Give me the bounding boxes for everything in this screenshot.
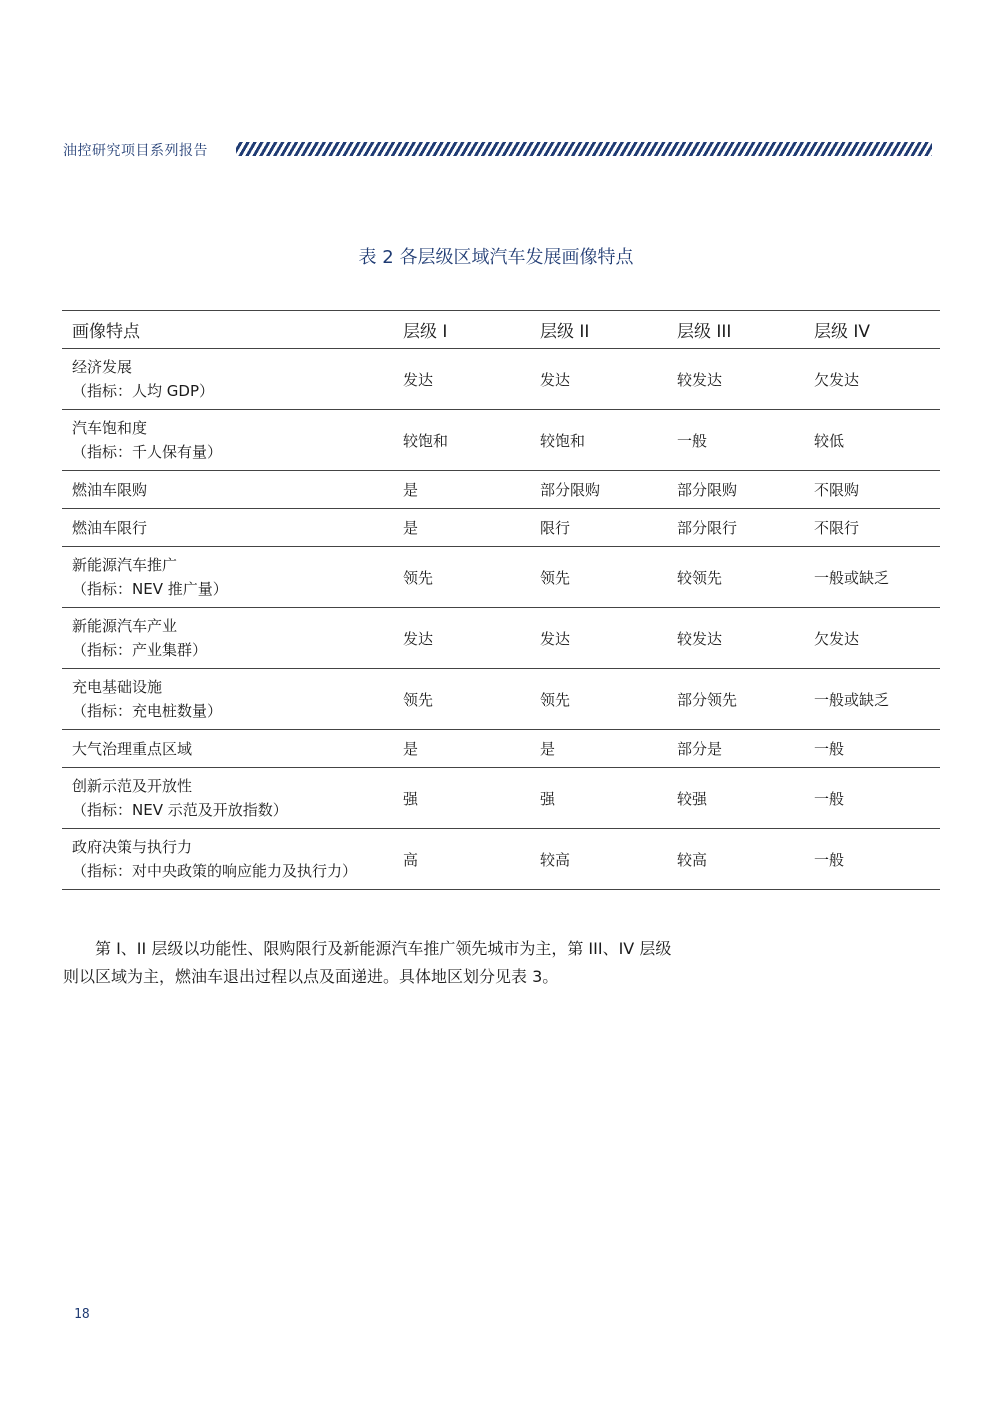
feature-label: 大气治理重点区域 bbox=[72, 740, 193, 758]
feature-cell bbox=[62, 509, 393, 547]
column-header: 层级 II bbox=[530, 311, 667, 349]
feature-label: 政府决策与执行力 bbox=[72, 838, 193, 856]
table-cell: 部分限购 bbox=[530, 471, 667, 509]
table-cell: 领先 bbox=[393, 547, 530, 608]
table-cell: 一般 bbox=[804, 829, 940, 890]
feature-label: 经济发展 bbox=[72, 358, 133, 376]
feature-indicator: （指标：充电桩数量） bbox=[72, 702, 223, 720]
table-cell: 较低 bbox=[804, 410, 940, 471]
table-cell: 一般或缺乏 bbox=[804, 669, 940, 730]
table-cell: 较发达 bbox=[667, 608, 804, 669]
table-row bbox=[62, 547, 940, 608]
table-cell: 发达 bbox=[393, 608, 530, 669]
feature-indicator: （指标：NEV 推广量） bbox=[72, 580, 228, 598]
feature-cell bbox=[62, 410, 393, 471]
table-cell: 较领先 bbox=[667, 547, 804, 608]
table-cell: 是 bbox=[393, 730, 530, 768]
feature-label: 创新示范及开放性 bbox=[72, 777, 193, 795]
table-cell: 强 bbox=[530, 768, 667, 829]
feature-cell bbox=[62, 349, 393, 410]
body-line bbox=[63, 935, 743, 963]
table-row bbox=[62, 471, 940, 509]
feature-cell bbox=[62, 669, 393, 730]
table-cell: 较高 bbox=[530, 829, 667, 890]
table-cell: 部分限购 bbox=[667, 471, 804, 509]
column-header: 画像特点 bbox=[62, 311, 393, 349]
table-row bbox=[62, 509, 940, 547]
feature-cell bbox=[62, 471, 393, 509]
table-cell: 一般或缺乏 bbox=[804, 547, 940, 608]
table-row bbox=[62, 768, 940, 829]
table-row bbox=[62, 669, 940, 730]
body-line bbox=[63, 963, 743, 991]
table-cell: 发达 bbox=[393, 349, 530, 410]
table-cell: 较饱和 bbox=[530, 410, 667, 471]
column-header: 层级 III bbox=[667, 311, 804, 349]
table-cell: 发达 bbox=[530, 608, 667, 669]
body-text-line-2: 则以区域为主，燃油车退出过程以点及面递进。具体地区划分见表 3。 bbox=[63, 967, 559, 986]
table-cell: 一般 bbox=[804, 768, 940, 829]
table-row bbox=[62, 730, 940, 768]
feature-label: 汽车饱和度 bbox=[72, 419, 148, 437]
table-caption: 表 2 各层级区域汽车发展画像特点 bbox=[358, 247, 634, 268]
table-cell: 不限购 bbox=[804, 471, 940, 509]
table-cell: 是 bbox=[393, 509, 530, 547]
feature-label: 燃油车限行 bbox=[72, 519, 148, 537]
feature-indicator: （指标：NEV 示范及开放指数） bbox=[72, 801, 288, 819]
table-cell: 不限行 bbox=[804, 509, 940, 547]
table-cell: 较发达 bbox=[667, 349, 804, 410]
feature-label: 燃油车限购 bbox=[72, 481, 148, 499]
table-cell: 高 bbox=[393, 829, 530, 890]
tier-feature-table bbox=[62, 310, 940, 890]
table-row bbox=[62, 608, 940, 669]
table-cell: 领先 bbox=[530, 669, 667, 730]
table-cell: 欠发达 bbox=[804, 608, 940, 669]
column-header: 层级 IV bbox=[804, 311, 940, 349]
feature-indicator: （指标：对中央政策的响应能力及执行力） bbox=[72, 862, 358, 880]
table-cell: 一般 bbox=[804, 730, 940, 768]
feature-indicator: （指标：千人保有量） bbox=[72, 443, 223, 461]
header-stripe-decoration bbox=[236, 142, 932, 156]
table-header-row bbox=[62, 311, 940, 349]
table-cell: 较饱和 bbox=[393, 410, 530, 471]
page-number: 18 bbox=[74, 1307, 90, 1322]
feature-indicator: （指标：人均 GDP） bbox=[72, 382, 214, 400]
table-cell: 部分领先 bbox=[667, 669, 804, 730]
feature-cell bbox=[62, 829, 393, 890]
feature-cell bbox=[62, 547, 393, 608]
table-cell: 领先 bbox=[393, 669, 530, 730]
table-cell: 强 bbox=[393, 768, 530, 829]
table-cell: 一般 bbox=[667, 410, 804, 471]
feature-cell bbox=[62, 768, 393, 829]
feature-cell bbox=[62, 608, 393, 669]
report-series-title: 油控研究项目系列报告 bbox=[63, 143, 208, 159]
table-cell: 发达 bbox=[530, 349, 667, 410]
feature-label: 新能源汽车产业 bbox=[72, 617, 178, 635]
table-cell: 部分限行 bbox=[667, 509, 804, 547]
table-cell: 欠发达 bbox=[804, 349, 940, 410]
feature-indicator: （指标：产业集群） bbox=[72, 641, 208, 659]
table-cell: 较高 bbox=[667, 829, 804, 890]
table-row bbox=[62, 410, 940, 471]
feature-label: 充电基础设施 bbox=[72, 678, 163, 696]
feature-cell bbox=[62, 730, 393, 768]
feature-label: 新能源汽车推广 bbox=[72, 556, 178, 574]
table-cell: 是 bbox=[530, 730, 667, 768]
table-row bbox=[62, 349, 940, 410]
column-header: 层级 I bbox=[393, 311, 530, 349]
table-cell: 部分是 bbox=[667, 730, 804, 768]
table-cell: 较强 bbox=[667, 768, 804, 829]
table-cell: 是 bbox=[393, 471, 530, 509]
table-row bbox=[62, 829, 940, 890]
body-paragraph bbox=[63, 935, 743, 991]
table-cell: 限行 bbox=[530, 509, 667, 547]
table-cell: 领先 bbox=[530, 547, 667, 608]
body-text-line-1: 第 I、II 层级以功能性、限购限行及新能源汽车推广领先城市为主，第 III、IV 层级 bbox=[95, 939, 672, 958]
